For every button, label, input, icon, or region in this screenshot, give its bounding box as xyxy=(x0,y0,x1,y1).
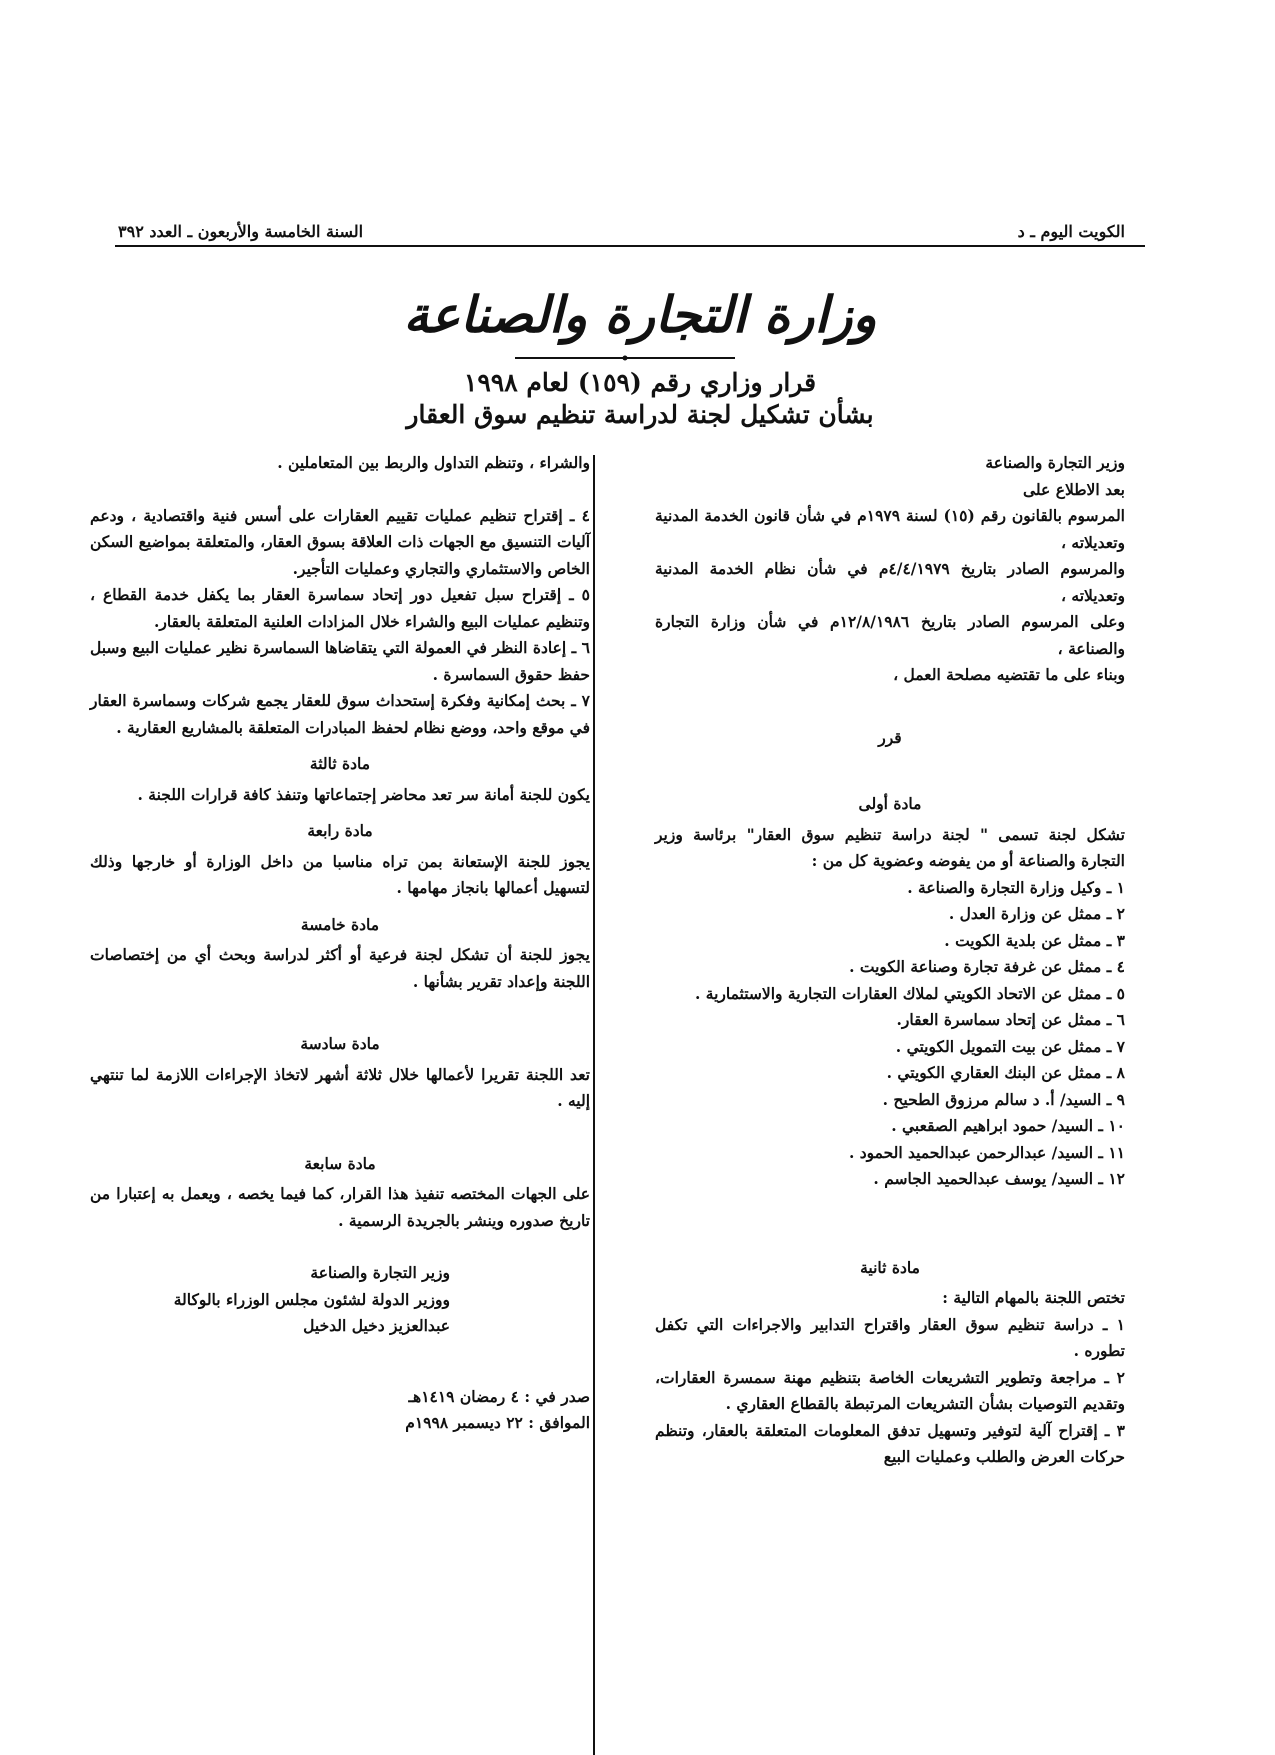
preamble-line: والمرسوم الصادر بتاريخ ٤/٤/١٩٧٩م في شأن نظام الخدمة المدنية وتعديلاته ، xyxy=(655,559,1125,605)
decree-title: قرار وزاري رقم (١٥٩) لعام ١٩٩٨ xyxy=(463,368,817,397)
article-text: تعد اللجنة تقريرا لأعمالها خلال ثلاثة أشهر لاتخاذ الإجراءات اللازمة لما تنتهي إليه . xyxy=(90,1064,590,1110)
list-item: ١ ـ وكيل وزارة التجارة والصناعة . xyxy=(907,877,1125,897)
list-item: ١٠ ـ السيد/ حمود ابراهيم الصقعبي . xyxy=(891,1116,1125,1135)
list-item: ٥ ـ إقتراح سبل تفعيل دور إتحاد سماسرة العقار بما يكفل خدمة القطاع ، وتنظيم عمليات البيع والشراء خلال المزادات العلنية المتعلقة بالعقار. xyxy=(90,585,590,631)
list-item: ١٢ ـ السيد/ يوسف عبدالحميد الجاسم . xyxy=(873,1169,1125,1188)
signatory-title: وزير التجارة والصناعة xyxy=(310,1263,450,1282)
article-heading: مادة سادسة xyxy=(300,1034,380,1053)
decree-subtitle: بشأن تشكيل لجنة لدراسة تنظيم سوق العقار xyxy=(406,400,874,429)
signatory-title: ووزير الدولة لشئون مجلس الوزراء بالوكالة xyxy=(173,1289,450,1309)
preamble-line: وبناء على ما تقتضيه مصلحة العمل ، xyxy=(893,665,1125,684)
list-item: ٨ ـ ممثل عن البنك العقاري الكويتي . xyxy=(886,1063,1125,1082)
list-item: ٣ ـ إقتراح آلية لتوفير وتسهيل تدفق المعلومات المتعلقة بالعقار، وتنظم حركات العرض والطلب وعمليات البيع xyxy=(655,1420,1125,1466)
column-divider xyxy=(593,455,595,1755)
article-text: يكون للجنة أمانة سر تعد محاضر إجتماعاتها وتنفذ كافة قرارات اللجنة . xyxy=(137,784,590,804)
list-item: ٦ ـ ممثل عن إتحاد سماسرة العقار. xyxy=(896,1010,1125,1029)
article-text: تشكل لجنة تسمى " لجنة دراسة تنظيم سوق العقار" برئاسة وزير التجارة والصناعة أو من يفوضه وعضوية كل من : xyxy=(655,824,1125,870)
article-text: يجوز للجنة أن تشكل لجنة فرعية أو أكثر لدراسة وبحث أي من إختصاصات اللجنة وإعداد تقرير بشأنها . xyxy=(90,945,590,991)
right-column xyxy=(655,450,1125,1580)
list-item: ٥ ـ ممثل عن الاتحاد الكويتي لملاك العقارات التجارية والاستثمارية . xyxy=(694,983,1125,1003)
signatory-name: عبدالعزيز دخيل الدخيل xyxy=(303,1316,450,1335)
list-item: ١١ ـ السيد/ عبدالرحمن عبدالحميد الحمود . xyxy=(848,1142,1125,1162)
preamble-line: المرسوم بالقانون رقم (١٥) لسنة ١٩٧٩م في شأن قانون الخدمة المدنية وتعديلاته ، xyxy=(655,506,1125,552)
header-publication: الكويت اليوم ـ د xyxy=(1017,222,1125,241)
preamble-line: بعد الاطلاع على xyxy=(1023,479,1125,499)
article-heading: مادة أولى xyxy=(858,794,922,813)
signature-block xyxy=(90,1260,590,1340)
issue-dates xyxy=(90,1384,590,1437)
list-item: ٣ ـ ممثل عن بلدية الكويت . xyxy=(944,930,1125,950)
article-text: على الجهات المختصه تنفيذ هذا القرار، كما فيما يخصه ، ويعمل به إعتبارا من تاريخ صدوره وينشر بالجريدة الرسمية . xyxy=(90,1184,590,1230)
list-item: ٢ ـ مراجعة وتطوير التشريعات الخاصة بتنظيم مهنة سمسرة العقارات، وتقديم التوصيات بشأن التشريعات المرتبطة بالقطاع العقاري . xyxy=(655,1367,1125,1413)
list-item: ٧ ـ ممثل عن بيت التمويل الكويتي . xyxy=(895,1036,1125,1056)
ornament-rule xyxy=(515,355,735,361)
list-item: ٧ ـ بحث إمكانية وفكرة إستحداث سوق للعقار يجمع شركات وسماسرة العقار في موقع واحد، ووضع نظام لحفظ المبادرات المتعلقة بالمشاريع العقارية . xyxy=(90,691,590,737)
list-item: ١ ـ دراسة تنظيم سوق العقار واقتراح التدابير والاجراءات التي تكفل تطوره . xyxy=(655,1314,1125,1360)
decided-heading: قرر xyxy=(878,727,902,747)
minister-line: وزير التجارة والصناعة xyxy=(985,453,1125,472)
preamble-line: وعلى المرسوم الصادر بتاريخ ١٢/٨/١٩٨٦م في شأن وزارة التجارة والصناعة ، xyxy=(655,612,1125,658)
header-issue: السنة الخامسة والأربعون ـ العدد ٣٩٢ xyxy=(118,222,364,241)
list-item: ٢ ـ ممثل عن وزارة العدل . xyxy=(948,904,1125,923)
issue-date-hijri: صدر في : ٤ رمضان ١٤١٩هـ xyxy=(408,1386,590,1406)
list-item: ٩ ـ السيد/ أ. د سالم مرزوق الطحيح . xyxy=(882,1089,1125,1109)
list-item: ٤ ـ إقتراح تنظيم عمليات تقييم العقارات على أسس فنية واقتصادية ، ودعم آليات التنسيق مع الجهات ذات العلاقة بسوق العقار، والمتعلقة بمواضيع السكن الخاص والاستثماري والتجاري وعمليات التأجير. xyxy=(90,505,590,578)
article-text: يجوز للجنة الإستعانة بمن تراه مناسبا من داخل الوزارة أو خارجها وذلك لتسهيل أعمالها بانجاز مهامها . xyxy=(90,851,590,897)
continued-text: والشراء ، وتنظم التداول والربط بين المتعاملين . xyxy=(277,453,590,472)
article-heading: مادة ثانية xyxy=(860,1257,920,1277)
article-heading: مادة رابعة xyxy=(307,821,373,840)
left-column xyxy=(90,450,590,1580)
ministry-masthead: وزارة التجارة والصناعة xyxy=(403,285,877,344)
issue-date-gregorian: الموافق : ٢٢ ديسمبر ١٩٩٨م xyxy=(405,1413,590,1432)
article-text: تختص اللجنة بالمهام التالية : xyxy=(942,1288,1125,1307)
list-item: ٤ ـ ممثل عن غرفة تجارة وصناعة الكويت . xyxy=(849,957,1125,976)
header-rule xyxy=(115,245,1145,247)
article-heading: مادة ثالثة xyxy=(309,754,371,773)
article-heading: مادة خامسة xyxy=(300,914,380,934)
list-item: ٦ ـ إعادة النظر في العمولة التي يتقاضاها السماسرة نظير عمليات البيع وسبل حفظ حقوق السماسرة . xyxy=(90,638,590,684)
article-heading: مادة سابعة xyxy=(304,1153,376,1173)
